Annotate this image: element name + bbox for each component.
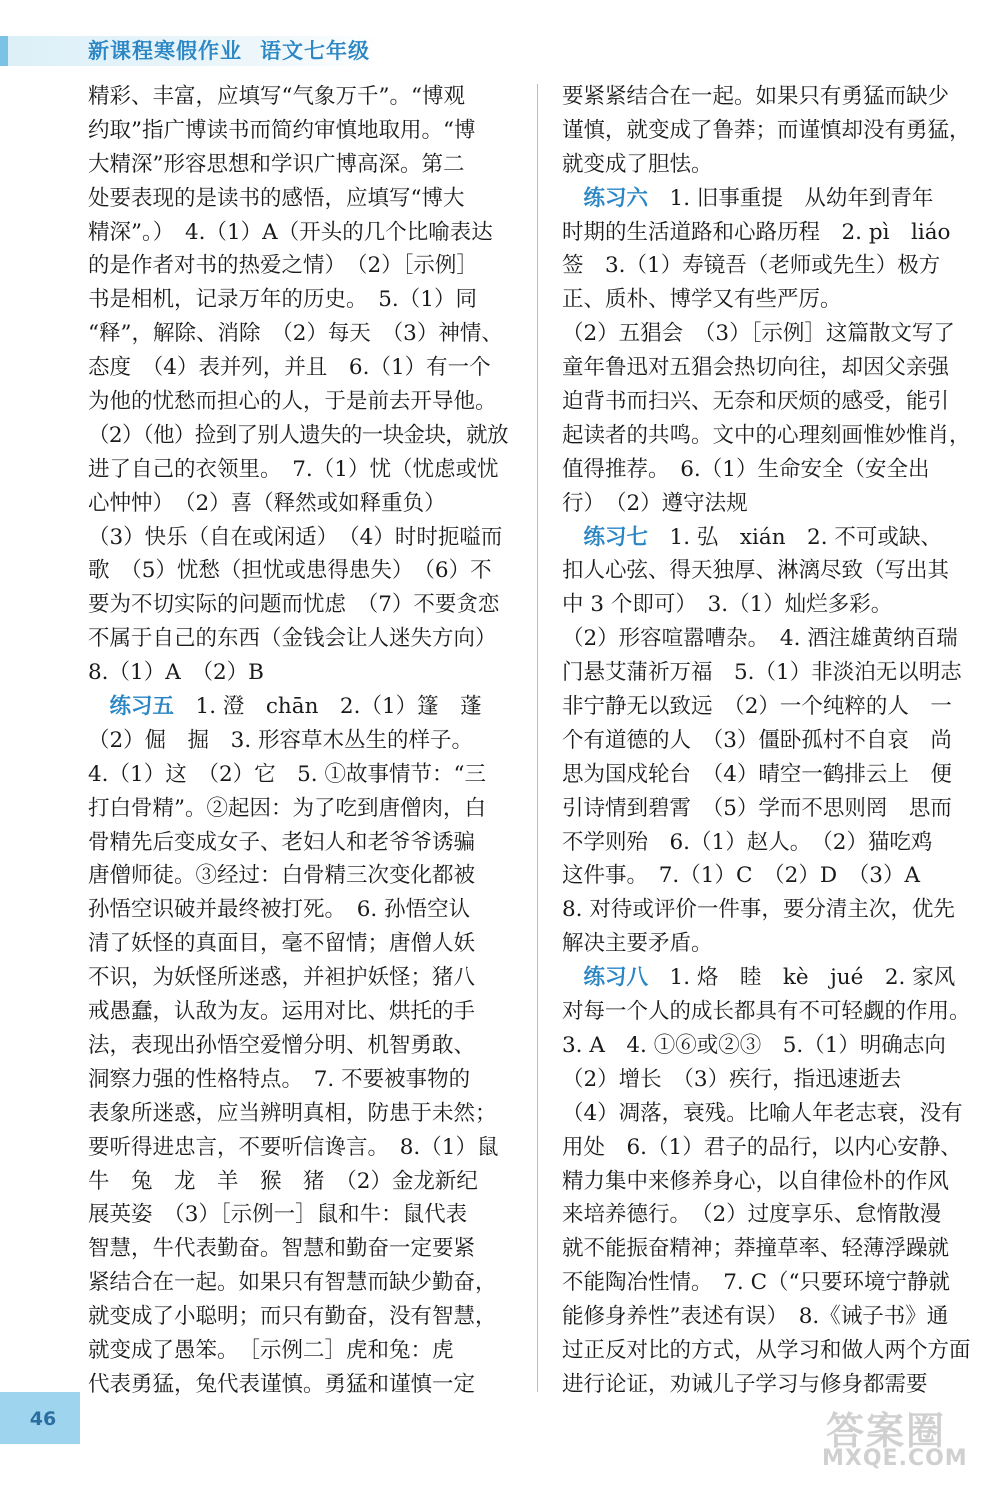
line-text: 大精深”形容思想和学识广博高深。第二 xyxy=(88,151,465,177)
line-text: 思为国戍轮台 （4）晴空一鹤排云上 便 xyxy=(562,761,952,787)
line-text: 约取”指广博读书而简约审慎地取用。“博 xyxy=(88,117,476,143)
book-series-title: 新课程寒假作业 xyxy=(88,39,242,63)
line-text xyxy=(562,186,584,211)
right-answer-column xyxy=(562,80,974,1402)
text-line xyxy=(88,249,508,283)
line-text: 引诗情到碧霄 （5）学而不思则罔 思而 xyxy=(562,795,952,821)
line-text: 扣人心弦、得天独厚、淋漓尽致（写出其 xyxy=(562,558,950,584)
line-text: 就变成了胆怯。 xyxy=(562,151,713,177)
line-text: 正、质朴、博学又有些严厉。 xyxy=(562,287,842,313)
line-text: 紧结合在一起。如果只有智慧而缺少勤奋， xyxy=(88,1270,497,1296)
line-text: （2）倔 掘 3. 形容草木丛生的样子。 xyxy=(88,727,474,753)
text-line xyxy=(88,588,508,622)
text-line xyxy=(88,927,508,961)
line-text: 精力集中来修养身心，以自律俭朴的作风 xyxy=(562,1168,950,1194)
text-line xyxy=(88,317,508,351)
text-line xyxy=(88,80,508,114)
line-text: “释”，解除、消除 （2）每天 （3）神情、 xyxy=(88,321,503,347)
line-text: 个有道德的人 （3）僵卧孤村不自哀 尚 xyxy=(562,727,952,753)
line-text: 谨慎，就变成了鲁莽；而谨慎却没有勇猛， xyxy=(562,117,971,143)
text-line xyxy=(562,1198,974,1232)
line-text: 法，表现出孙悟空爱憎分明、机智勇敢、 xyxy=(88,1032,476,1058)
text-line xyxy=(562,216,974,250)
line-text: 时期的生活道路和心路历程 2. pì liáo xyxy=(562,219,951,245)
page-header xyxy=(88,36,370,66)
line-text: 不学则殆 6.（1）赵人。 （2）猫吃鸡 xyxy=(562,829,933,855)
line-text: 进行论证，劝诫儿子学习与修身都需要 xyxy=(562,1371,928,1397)
line-text: 书是相机，记录万年的历史。 5.（1）同 xyxy=(88,287,477,313)
text-line xyxy=(88,148,508,182)
text-line xyxy=(88,690,508,724)
text-line xyxy=(562,148,974,182)
line-text: 精彩、丰富，应填写“气象万千”。“博观 xyxy=(88,84,465,109)
line-text: 清了妖怪的真面目，毫不留情；唐僧人妖 xyxy=(88,931,476,957)
watermark-logo xyxy=(818,1400,990,1478)
text-line xyxy=(562,588,974,622)
text-line xyxy=(562,995,974,1029)
line-text: 童年鲁迅对五猖会热切向往，却因父亲强 xyxy=(562,355,950,381)
text-line xyxy=(88,859,508,893)
text-line xyxy=(88,487,508,521)
line-text: 就不能振奋精神；莽撞草率、轻薄浮躁就 xyxy=(562,1236,950,1262)
section-heading: 练习五 xyxy=(109,694,175,720)
line-text: 中 3 个即可） 3.（1）灿烂多彩。 xyxy=(562,592,893,618)
line-text: 签 3.（1）寿镜吾（老师或先生）极方 xyxy=(562,253,941,279)
left-answer-column xyxy=(88,80,508,1402)
line-text: 处要表现的是读书的感悟，应填写“博大 xyxy=(88,185,465,211)
line-text: 心忡忡） （2）喜（释然或如释重负） xyxy=(88,490,446,516)
text-line xyxy=(562,521,974,555)
line-text: 代表勇猛，兔代表谨慎。勇猛和谨慎一定 xyxy=(88,1371,476,1397)
line-text: 歌 （5）忧愁（担忧或患得患失） （6）不 xyxy=(88,558,492,584)
text-line xyxy=(562,1029,974,1063)
text-line xyxy=(562,1368,974,1402)
text-line xyxy=(562,114,974,148)
text-line xyxy=(562,961,974,995)
text-line xyxy=(562,893,974,927)
line-text: 就变成了小聪明；而只有勤奋，没有智慧， xyxy=(88,1304,497,1330)
text-line xyxy=(562,1097,974,1131)
line-text: 打白骨精”。②起因：为了吃到唐僧肉，白 xyxy=(88,795,486,821)
text-line xyxy=(562,1334,974,1368)
text-line xyxy=(88,1266,508,1300)
text-line xyxy=(88,893,508,927)
line-text: 展英姿 （3）［示例一］鼠和牛：鼠代表 xyxy=(88,1202,468,1228)
line-text: 1. 旧事重提 从幼年到青年 xyxy=(648,185,934,211)
text-line xyxy=(88,1063,508,1097)
text-line xyxy=(562,283,974,317)
text-line xyxy=(562,351,974,385)
text-line xyxy=(562,1266,974,1300)
line-text: 不属于自己的东西（金钱会让人迷失方向） xyxy=(88,626,497,652)
text-line xyxy=(562,487,974,521)
line-text xyxy=(562,965,584,990)
line-text: 1. 澄 chān 2.（1）篷 蓬 xyxy=(174,694,482,720)
text-line xyxy=(562,80,974,114)
line-text xyxy=(88,694,110,719)
text-line xyxy=(562,758,974,792)
text-line xyxy=(88,521,508,555)
text-line xyxy=(562,859,974,893)
text-line xyxy=(562,622,974,656)
line-text: 对每一个人的成长都具有不可轻觑的作用。 xyxy=(562,999,971,1025)
column-divider xyxy=(537,84,538,1392)
text-line xyxy=(562,1131,974,1165)
watermark-text: 答案圈 xyxy=(826,1409,947,1453)
line-text: 唐僧师徒。③经过：白骨精三次变化都被 xyxy=(88,863,476,889)
line-text: （4）凋落，衰残。比喻人年老志衰，没有 xyxy=(562,1100,963,1126)
text-line xyxy=(88,1368,508,1402)
text-line xyxy=(562,792,974,826)
line-text: 非宁静无以致远 （2）一个纯粹的人 一 xyxy=(562,694,952,720)
line-text: 就变成了愚笨。 ［示例二］虎和兔：虎 xyxy=(88,1337,454,1363)
line-text: 表象所迷惑，应当辨明真相，防患于未然； xyxy=(88,1100,497,1126)
line-text: 值得推荐。 6.（1）生命安全（安全出 xyxy=(562,456,930,482)
text-line xyxy=(562,385,974,419)
line-text: 8. 对待或评价一件事，要分清主次，优先 xyxy=(562,897,955,923)
text-line xyxy=(562,1232,974,1266)
header-accent-stripe xyxy=(0,36,8,66)
line-text: 要听得进忠言，不要听信谗言。 8.（1）鼠 xyxy=(88,1134,499,1160)
line-text: 不识，为妖怪所迷惑，并袒护妖怪；猪八 xyxy=(88,965,476,991)
line-text: 过正反对比的方式，从学习和做人两个方面 xyxy=(562,1337,971,1363)
line-text: 这件事。 7.（1）C （2）D （3）A xyxy=(562,863,921,889)
text-line xyxy=(562,927,974,961)
line-text: 要紧紧结合在一起。如果只有勇猛而缺少 xyxy=(562,84,950,109)
section-heading: 练习六 xyxy=(583,185,649,211)
text-line xyxy=(88,826,508,860)
text-line xyxy=(88,182,508,216)
text-line xyxy=(562,656,974,690)
section-heading: 练习七 xyxy=(583,524,649,550)
line-text: 孙悟空识破并最终被打死。 6. 孙悟空认 xyxy=(88,897,471,923)
text-line xyxy=(88,1131,508,1165)
line-text: 洞察力强的性格特点。 7. 不要被事物的 xyxy=(88,1066,471,1092)
text-line xyxy=(88,283,508,317)
line-text: 行） （2）遵守法规 xyxy=(562,490,748,516)
text-line xyxy=(88,1165,508,1199)
text-line xyxy=(562,419,974,453)
text-line xyxy=(562,182,974,216)
text-line xyxy=(562,724,974,758)
line-text: 为他的忧愁而担心的人，于是前去开导他。 xyxy=(88,389,497,415)
text-line xyxy=(88,792,508,826)
line-text: 能修身养性”表述有误） 8.《诫子书》通 xyxy=(562,1304,949,1330)
line-text: （3）快乐（自在或闲适） （4）时时扼嗌而 xyxy=(88,524,503,550)
line-text: 进了自己的衣领里。 7.（1）忧（忧虑或忧 xyxy=(88,456,499,482)
text-line xyxy=(88,724,508,758)
text-line xyxy=(88,1334,508,1368)
line-text: 的是作者对书的热爱之情） （2）［示例］ xyxy=(88,253,478,279)
text-line xyxy=(88,1029,508,1063)
line-text: 智慧，牛代表勤奋。智慧和勤奋一定要紧 xyxy=(88,1236,476,1262)
text-line xyxy=(88,961,508,995)
line-text: 起读者的共鸣。文中的心理刻画惟妙惟肖， xyxy=(562,422,971,448)
line-text: （2）五猖会 （3）［示例］这篇散文写了 xyxy=(562,321,955,347)
line-text: 解决主要矛盾。 xyxy=(562,931,713,957)
line-text: 不能陶冶性情。 7. C（“只要环境宁静就 xyxy=(562,1270,951,1296)
line-text: 戒愚蠢，认敌为友。运用对比、烘托的手 xyxy=(88,999,476,1025)
line-text: 来培养德行。 （2）过度享乐、怠惰散漫 xyxy=(562,1202,942,1228)
line-text: 用处 6.（1）君子的品行，以内心安静、 xyxy=(562,1134,962,1160)
line-text: 精深”。） 4.（1）A（开头的几个比喻表达 xyxy=(88,219,493,245)
text-line xyxy=(562,1063,974,1097)
section-heading: 练习八 xyxy=(583,965,649,991)
line-text: 8.（1）A （2）B xyxy=(88,660,264,686)
line-text: （2）增长 （3）疾行，指迅速逝去 xyxy=(562,1066,902,1092)
text-line xyxy=(562,453,974,487)
text-line xyxy=(88,385,508,419)
text-line xyxy=(562,554,974,588)
line-text: 迫背书而扫兴、无奈和厌烦的感受，能引 xyxy=(562,389,950,415)
watermark-url: MXQE.COM xyxy=(822,1446,968,1471)
text-line xyxy=(562,317,974,351)
text-line xyxy=(88,1198,508,1232)
line-text: 要为不切实际的问题而忧虑 （7）不要贪恋 xyxy=(88,592,500,618)
text-line xyxy=(562,1165,974,1199)
page-number: 46 xyxy=(29,1408,57,1430)
line-text: 牛 兔 龙 羊 猴 猪 （2）金龙新纪 xyxy=(88,1168,478,1194)
text-line xyxy=(562,249,974,283)
line-text: 门悬艾蒲祈万福 5.（1）非淡泊无以明志 xyxy=(562,660,962,686)
text-line xyxy=(88,758,508,792)
text-line xyxy=(88,114,508,148)
line-text: （2）形容喧嚣嘈杂。 4. 酒注雄黄纳百瑞 xyxy=(562,626,958,652)
text-line xyxy=(88,419,508,453)
line-text: 1. 烙 睦 kè jué 2. 家风 xyxy=(648,965,956,991)
text-line xyxy=(88,995,508,1029)
line-text: 3. A 4. ①⑥或②③ 5.（1）明确志向 xyxy=(562,1032,946,1058)
text-line xyxy=(88,351,508,385)
text-line xyxy=(88,453,508,487)
text-line xyxy=(562,1300,974,1334)
text-line xyxy=(88,1097,508,1131)
subject-grade-title: 语文七年级 xyxy=(260,39,370,63)
text-line xyxy=(88,656,508,690)
line-text: （2）（他）捡到了别人遗失的一块金块，就放 xyxy=(88,422,508,448)
line-text xyxy=(562,525,584,550)
text-line xyxy=(88,1232,508,1266)
text-line xyxy=(88,216,508,250)
line-text: 骨精先后变成女子、老妇人和老爷爷诱骗 xyxy=(88,829,476,855)
text-line xyxy=(562,690,974,724)
text-line xyxy=(88,554,508,588)
text-line xyxy=(88,622,508,656)
text-line xyxy=(88,1300,508,1334)
line-text: 态度 （4）表并列，并且 6.（1）有一个 xyxy=(88,355,491,381)
line-text: 1. 弘 xián 2. 不可或缺、 xyxy=(648,524,942,550)
text-line xyxy=(562,826,974,860)
line-text: 4.（1）这 （2）它 5. ①故事情节：“三 xyxy=(88,761,486,787)
